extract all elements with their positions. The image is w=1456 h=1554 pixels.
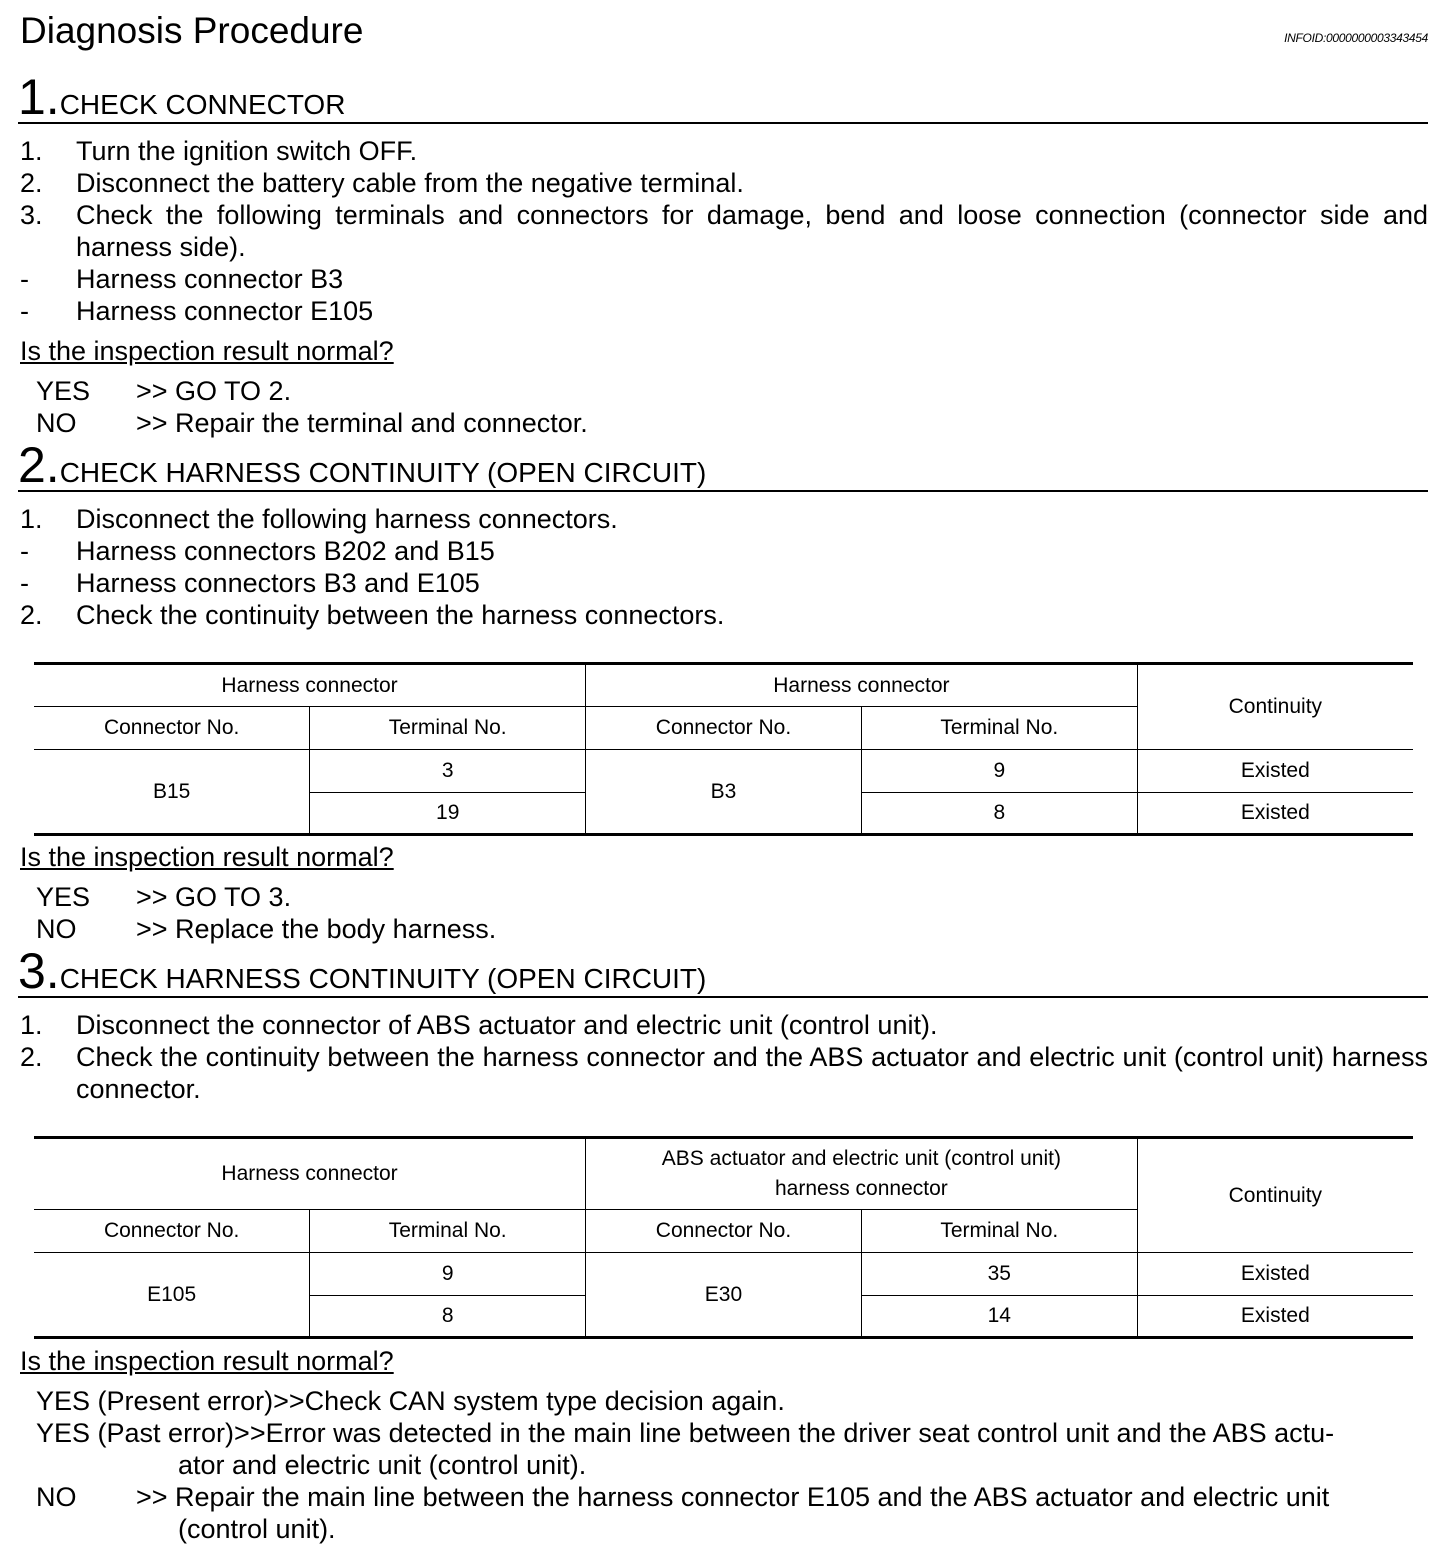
answer-yes: YES >> GO TO 3. <box>36 882 292 912</box>
answer-yes-past: YES (Past error)>>Error was detected in the main line between the driver seat control unit and the ABS actu- <box>36 1418 1335 1448</box>
column-group-header: Harness connector <box>34 1138 586 1210</box>
answer-yes: YES >> GO TO 2. <box>36 376 292 406</box>
table-cell: 9 <box>310 1253 586 1296</box>
list-item: - Harness connectors B202 and B15 <box>20 536 495 566</box>
list-item: - Harness connector B3 <box>20 264 344 294</box>
step-2-answers <box>36 881 1428 945</box>
answer-yes-present: YES (Present error)>>Check CAN system type decision again. <box>36 1386 785 1416</box>
table-cell: 8 <box>310 1296 586 1338</box>
continuity-table <box>34 1136 1413 1339</box>
table-cell: 14 <box>861 1296 1137 1338</box>
answer-continuation: (control unit). <box>178 1514 336 1544</box>
inspection-question: Is the inspection result normal? <box>20 1346 394 1376</box>
table-cell: Existed <box>1137 1296 1413 1338</box>
table-row <box>34 750 1413 793</box>
group-header-line: ABS actuator and electric unit (control unit) <box>661 1147 1061 1170</box>
group-header-line: harness connector <box>775 1177 948 1200</box>
table-cell: Existed <box>1137 1253 1413 1296</box>
list-item: 2. Check the continuity between the harness connectors. <box>20 600 725 630</box>
step-1-instructions <box>20 135 1428 327</box>
page-title: Diagnosis Procedure <box>20 10 364 51</box>
column-header: Connector No. <box>34 707 310 750</box>
list-item: 1. Disconnect the following harness connectors. <box>20 504 618 534</box>
table-cell: 8 <box>861 793 1137 835</box>
step-1-heading <box>18 69 1428 125</box>
step-title: CHECK HARNESS CONTINUITY (OPEN CIRCUIT) <box>59 457 707 488</box>
step-number: 3. <box>18 943 60 999</box>
step-2-heading <box>18 437 1428 493</box>
table-cell: 3 <box>310 750 586 793</box>
table-row <box>34 1253 1413 1296</box>
step-2-instructions <box>20 503 1428 631</box>
info-id: INFOID:0000000003343454 <box>1284 31 1428 45</box>
continuity-table <box>34 662 1413 836</box>
list-item: 2. Check the continuity between the harness connector and the ABS actuator and electric unit (control unit) harness connector. <box>20 1042 1428 1104</box>
table-cell: 19 <box>310 793 586 835</box>
column-header: Terminal No. <box>310 1210 586 1253</box>
table-cell: B15 <box>34 750 310 835</box>
step-1-answers <box>36 375 1428 439</box>
list-item: 3. Check the following terminals and connectors for damage, bend and loose connection (connector side and harness side). <box>20 200 1428 262</box>
table-cell: 9 <box>861 750 1137 793</box>
inspection-question: Is the inspection result normal? <box>20 336 394 366</box>
table-cell: 35 <box>861 1253 1137 1296</box>
column-header: Connector No. <box>586 707 862 750</box>
column-group-header <box>586 1138 1138 1210</box>
continuity-header: Continuity <box>1137 664 1413 750</box>
answer-no: NO >> Replace the body harness. <box>36 914 497 944</box>
column-header: Terminal No. <box>310 707 586 750</box>
list-item: 2. Disconnect the battery cable from the negative terminal. <box>20 168 744 198</box>
column-group-header: Harness connector <box>34 664 586 707</box>
table-cell: Existed <box>1137 793 1413 835</box>
table-cell: Existed <box>1137 750 1413 793</box>
list-item: 1. Turn the ignition switch OFF. <box>20 136 418 166</box>
list-item: - Harness connectors B3 and E105 <box>20 568 480 598</box>
column-header: Terminal No. <box>861 707 1137 750</box>
column-header: Connector No. <box>586 1210 862 1253</box>
step-3-answers <box>36 1385 1428 1545</box>
step-title: CHECK HARNESS CONTINUITY (OPEN CIRCUIT) <box>59 963 707 994</box>
list-item: 1. Disconnect the connector of ABS actuator and electric unit (control unit). <box>20 1010 938 1040</box>
table-cell: E105 <box>34 1253 310 1338</box>
step-number: 2. <box>18 437 60 493</box>
inspection-question: Is the inspection result normal? <box>20 842 394 872</box>
step-3-heading <box>18 943 1428 999</box>
table-cell: E30 <box>586 1253 862 1338</box>
answer-continuation: ator and electric unit (control unit). <box>178 1450 587 1480</box>
column-header: Terminal No. <box>861 1210 1137 1253</box>
answer-no: NO >> Repair the terminal and connector. <box>36 408 588 438</box>
answer-no: NO >> Repair the main line between the harness connector E105 and the ABS actuator and electric unit <box>36 1482 1330 1512</box>
step-3-instructions <box>20 1009 1428 1105</box>
continuity-header: Continuity <box>1137 1138 1413 1253</box>
list-item: - Harness connector E105 <box>20 296 374 326</box>
step-number: 1. <box>18 69 60 125</box>
table-cell: B3 <box>586 750 862 835</box>
step-title: CHECK CONNECTOR <box>59 89 346 120</box>
column-group-header: Harness connector <box>586 664 1138 707</box>
column-header: Connector No. <box>34 1210 310 1253</box>
